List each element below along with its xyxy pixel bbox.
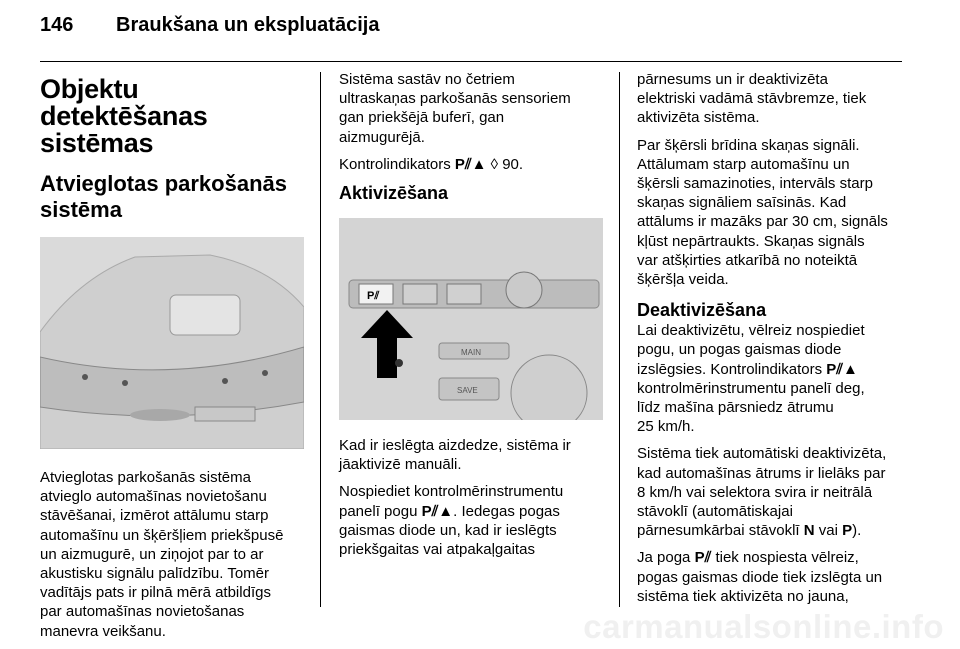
section-subtitle: Atvieglotas parkošanās sistēma <box>40 171 287 222</box>
main-button-label: MAIN <box>461 348 481 358</box>
deactivation-paragraph-2: Sistēma tiek automātiski deaktivizēta, kad automašīnas ātrums ir lielāks par 8 km/h vai selektora svira ir neitrālā stāvoklī (automātiskajai pārnesumkārbai stāvoklī N vai P). <box>637 445 887 540</box>
parking-indicator-icon: P⫽▲ <box>454 155 487 173</box>
deactivation-heading: Deaktivizēšana <box>637 300 767 321</box>
column-divider-2 <box>619 72 620 607</box>
activation-paragraph-1: Kad ir ieslēgta aizdedze, sistēma ir jāaktivizē manuāli. <box>339 437 571 474</box>
rear-bumper-illustration <box>40 237 304 449</box>
parking-button-icon: P⫽▲ <box>421 502 454 520</box>
indicator-paragraph: Kontrolindikators P⫽▲ ◊ 90. <box>339 155 524 173</box>
activation-paragraph-2: Nospiediet kontrolmērinstrumentu panelī pogu P⫽▲. Iedegas pogas gaismas diode un, kad ir ieslēgts priekšgaitas vai atpakaļgaitas <box>339 483 564 559</box>
column-1 <box>40 70 312 649</box>
deactivation-paragraph-3: Ja poga P⫽ tiek nospiesta vēlreiz, pogas gaismas diode tiek izslēgta un sistēma tiek aktivizēta no jauna, <box>637 549 883 605</box>
activation-heading: Aktivizēšana <box>339 183 449 204</box>
column-divider-1 <box>320 72 321 607</box>
page-title: Objektu detektēšanas sistēmas <box>40 74 208 158</box>
page-header <box>40 14 379 37</box>
watermark: carmanualsonline.info <box>583 608 944 645</box>
column-2 <box>339 70 611 567</box>
intro-paragraph: Atvieglotas parkošanās sistēma atvieglo automašīnas novietošanu stāvēšanai, izmērot attālumu starp automašīnu un šķēršļiem priekšpusē un aizmugurē, un ziņojot par to ar akustisku signālu palīdzību. Tomēr vadītājs pats ir pilnā mērā atbildīgs par automašīnas novietošanas manevra veikšanu. <box>40 469 284 640</box>
activation-paragraph-3: pārnesums un ir deaktivizēta elektriski vadāmā stāvbremze, tiek aktivizēta sistēma. <box>637 71 867 127</box>
page-number: 146 <box>40 14 74 36</box>
deactivation-paragraph-1: Lai deaktivizētu, vēlreiz nospiediet pogu, un pogas gaismas diode izslēgsies. Kontrolindikators P⫽▲ kontrolmērinstrumentu panelī deg, līdz mašīna pārsniedz ātrumu 25 km/h. <box>637 322 865 436</box>
save-button-label: SAVE <box>457 386 478 396</box>
section-title: Braukšana un ekspluatācija <box>116 14 380 36</box>
column-3 <box>637 70 907 614</box>
parking-indicator-icon: P⫽▲ <box>826 360 858 378</box>
warning-paragraph: Par šķērsli brīdina skaņas signāli. Attālumam starp automašīnu un šķērsli samazinoties, intervāls starp skaņas signāliem saīsinās. Kad attālums ir mazāks par 30 cm, signāls kļūst nepārtraukts. Skaņas signāls var atšķirties atkarībā no noteiktā šķēršļa veida. <box>637 136 888 289</box>
header-rule <box>40 61 902 62</box>
page-reference: ◊ 90. <box>490 155 524 173</box>
sensors-paragraph: Sistēma sastāv no četriem ultraskaņas parkošanās sensoriem gan priekšējā buferī, gan aizmugurējā. <box>339 71 571 146</box>
parking-button-icon: P⫽ <box>694 549 712 567</box>
park-button-label: P⫽ <box>367 290 380 303</box>
control-panel-illustration <box>339 218 603 420</box>
